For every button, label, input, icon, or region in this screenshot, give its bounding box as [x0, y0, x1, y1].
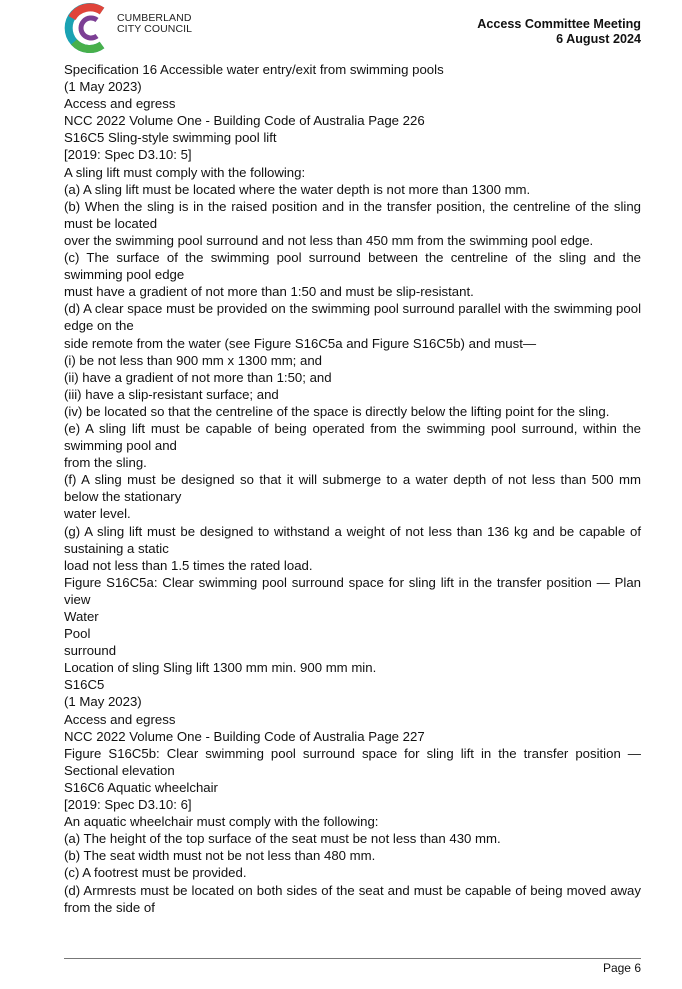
doc-line: (b) The seat width must not be not less than 480 mm.	[64, 848, 376, 864]
doc-line: [2019: Spec D3.10: 5]	[64, 147, 192, 163]
footer-divider	[64, 958, 641, 959]
meeting-info	[477, 17, 641, 47]
council-name-line1: CUMBERLAND	[117, 12, 192, 24]
doc-line: Access and egress	[64, 96, 176, 112]
doc-line: (d) Armrests must be located on both sides of the seat and must be capable of being moved away from the side of	[64, 882, 641, 915]
doc-line: S16C5 Sling-style swimming pool lift	[64, 130, 277, 146]
doc-line: Location of sling Sling lift 1300 mm min. 900 mm min.	[64, 660, 377, 676]
page-header	[0, 0, 682, 60]
page-number: Page 6	[602, 961, 641, 975]
doc-line: (ii) have a gradient of not more than 1:50; and	[64, 369, 332, 385]
doc-line: NCC 2022 Volume One - Building Code of Australia Page 226	[64, 113, 425, 129]
doc-line: must have a gradient of not more than 1:50 and must be slip-resistant.	[64, 284, 474, 300]
doc-line: load not less than 1.5 times the rated load.	[64, 557, 313, 573]
doc-line: (e) A sling lift must be capable of being operated from the swimming pool surround, within the swimming pool and	[64, 420, 641, 454]
doc-line: (b) When the sling is in the raised position and in the transfer position, the centreline of the sling must be located	[64, 198, 641, 231]
doc-line: (d) A clear space must be provided on the swimming pool surround parallel with the swimming pool edge on the	[64, 301, 641, 334]
doc-line: (f) A sling must be designed so that it will submerge to a water depth of not less than 500 mm below the stationary	[64, 472, 641, 505]
doc-line: [2019: Spec D3.10: 6]	[64, 797, 192, 813]
doc-line: from the sling.	[64, 455, 147, 471]
meeting-title: Access Committee Meeting	[477, 17, 641, 31]
document-body	[64, 61, 641, 916]
doc-line: (1 May 2023)	[64, 694, 142, 710]
doc-line: (i) be not less than 900 mm x 1300 mm; and	[64, 352, 323, 368]
doc-line: (g) A sling lift must be designed to withstand a weight of not less than 136 kg and be capable of sustaining a static	[64, 523, 641, 556]
doc-line: Water	[64, 609, 99, 624]
doc-line: Figure S16C5a: Clear swimming pool surround space for sling lift in the transfer position — Plan view	[64, 574, 641, 607]
doc-line: Specification 16 Accessible water entry/exit from swimming pools	[64, 62, 444, 77]
doc-line: surround	[64, 643, 117, 659]
doc-line: (iv) be located so that the centreline of the space is directly below the lifting point for the sling.	[64, 403, 610, 419]
doc-line: side remote from the water (see Figure S16C5a and Figure S16C5b) and must—	[64, 335, 537, 351]
doc-line: Figure S16C5b: Clear swimming pool surround space for sling lift in the transfer position — Sectional elevation	[64, 745, 641, 778]
doc-line: (c) A footrest must be provided.	[64, 865, 247, 881]
doc-line: Access and egress	[64, 711, 176, 727]
doc-line: water level.	[64, 506, 131, 522]
doc-line: (1 May 2023)	[64, 79, 142, 95]
meeting-date: 6 August 2024	[556, 32, 641, 46]
doc-line: S16C6 Aquatic wheelchair	[64, 779, 218, 795]
doc-line: A sling lift must comply with the following:	[64, 164, 306, 180]
cumberland-logo-icon	[64, 2, 112, 54]
doc-line: S16C5	[64, 677, 105, 693]
doc-line: (c) The surface of the swimming pool surround between the centreline of the sling and the swimming pool edge	[64, 250, 641, 283]
council-name	[117, 13, 192, 35]
doc-line: An aquatic wheelchair must comply with the following:	[64, 814, 379, 830]
doc-line: (iii) have a slip-resistant surface; and	[64, 386, 279, 402]
council-name-line2: CITY COUNCIL	[117, 23, 193, 35]
doc-line: (a) A sling lift must be located where the water depth is not more than 1300 mm.	[64, 181, 531, 197]
doc-line: (a) The height of the top surface of the seat must be not less than 430 mm.	[64, 831, 501, 847]
doc-line: Pool	[64, 626, 91, 642]
doc-line: NCC 2022 Volume One - Building Code of Australia Page 227	[64, 728, 425, 744]
doc-line: over the swimming pool surround and not less than 450 mm from the swimming pool edge.	[64, 232, 594, 248]
